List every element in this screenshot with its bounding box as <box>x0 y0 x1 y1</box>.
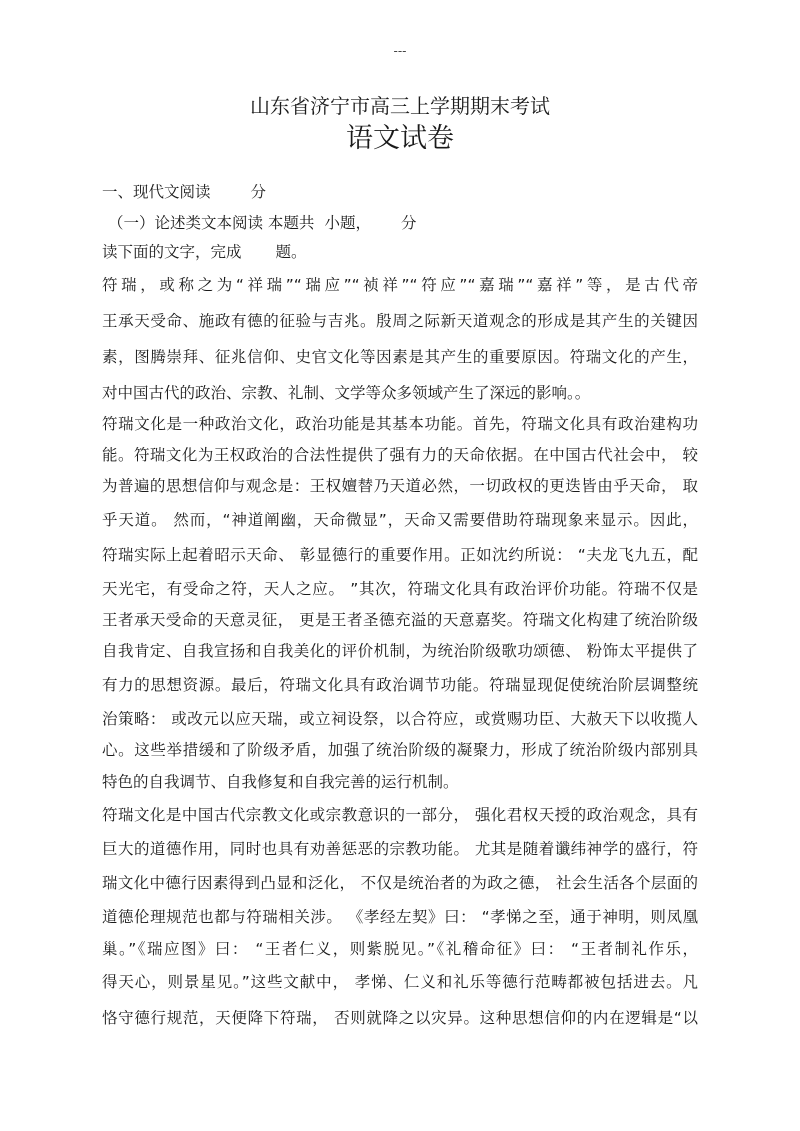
passage-line: 符瑞文化是中国古代宗教文化或宗教意识的一部分， 强化君权天授的政治观念，具有 <box>102 806 698 824</box>
exam-subject-title: 语文试卷 <box>346 123 454 154</box>
passage-line: 得天心，则景星见。”这些文献中， 孝悌、仁义和礼乐等德行范畴都被包括进去。凡 <box>102 973 698 991</box>
passage-line: 为普遍的思想信仰与观念是：王权嬗替乃天道必然，一切政权的更迭皆由乎天命， 取 <box>102 477 698 495</box>
reading-instruction <box>102 240 307 262</box>
passage-line: 恪守德行规范，天便降下符瑞， 否则就降之以灾异。这种思想信仰的内在逻辑是“以 <box>102 1009 698 1027</box>
passage-line: 瑞文化中德行因素得到凸显和泛化， 不仅是统治者的为政之德， 社会生活各个层面的 <box>102 874 698 892</box>
passage-line: 符瑞实际上起着昭示天命、 彰显德行的重要作用。正如沈约所说： “夫龙飞九五，配 <box>102 546 698 564</box>
exam-title: 山东省济宁市高三上学期期末考试 <box>250 94 550 118</box>
subsection-heading <box>108 211 416 233</box>
passage-line: 巢。”《瑞应图》曰： “王者仁义，则紫脱见。”《礼稽命征》曰： “王者制礼作乐， <box>102 940 698 958</box>
section-heading-label: 一、现代文阅读 <box>102 183 211 201</box>
passage-line: 王承天受命、施政有德的征验与吉兆。殷周之际新天道观念的形成是其产生的关键因 <box>102 312 698 330</box>
passage-line: 对中国古代的政治、宗教、礼制、文学等众多领域产生了深远的影响。。 <box>102 384 591 402</box>
subsection-question-count: 小题， <box>324 214 371 232</box>
passage-line: 素，图腾崇拜、征兆信仰、史官文化等因素是其产生的重要原因。符瑞文化的产生， <box>102 348 698 366</box>
passage-line: 心。这些举措缓和了阶级矛盾，加强了统治阶级的凝聚力，形成了统治阶级内部别具 <box>102 741 698 759</box>
passage-line: 治策略： 或改元以应天瑞，或立祠设祭，以合符应，或赏赐功臣、大赦天下以收揽人 <box>102 710 698 728</box>
passage-line: 特色的自我调节、自我修复和自我完善的运行机制。 <box>102 773 459 791</box>
instruction-text: 读下面的文字，完成 <box>102 243 242 261</box>
passage-line: 符瑞文化是一种政治文化，政治功能是其基本功能。首先，符瑞文化具有政治建构功 <box>102 415 698 433</box>
passage-line: 天光宅，有受命之符，天人之应。 ”其次，符瑞文化具有政治评价功能。符瑞不仅是 <box>102 580 698 598</box>
section-heading <box>102 180 266 202</box>
passage-line: 王者承天受命的天意灵征， 更是王者圣德充溢的天意嘉奖。符瑞文化构建了统治阶级 <box>102 611 698 629</box>
page-top-mark: --- <box>393 44 407 58</box>
instruction-questions: 题。 <box>275 243 307 261</box>
passage-line: 巨大的道德作用，同时也具有劝善惩恶的宗教功能。 尤其是随着谶纬神学的盛行，符 <box>102 840 698 858</box>
passage-line: 有力的思想资源。最后，符瑞文化具有政治调节功能。符瑞显现促使统治阶层调整统 <box>102 676 698 694</box>
passage-line: 自我肯定、自我宣扬和自我美化的评价机制，为统治阶级歌功颂德、 粉饰太平提供了 <box>102 642 698 660</box>
subsection-score: 分 <box>400 214 417 232</box>
passage-line: 乎天道。 然而，“神道阐幽，天命微显”，天命又需要借助符瑞现象来显示。因此， <box>102 511 698 529</box>
passage-line: 道德伦理规范也都与符瑞相关涉。 《孝经左契》曰： “孝悌之至，通于神明，则凤凰 <box>102 908 698 926</box>
subsection-label: （一）论述类文本阅读 本题共 <box>108 214 315 232</box>
section-heading-score: 分 <box>250 183 267 201</box>
passage-line: 符瑞，或称之为“祥瑞”“瑞应”“祯祥”“符应”“嘉瑞”“嘉祥”等，是古代帝 <box>102 276 698 294</box>
passage-line: 能。符瑞文化为王权政治的合法性提供了强有力的天命依据。在中国古代社会中， 较 <box>102 446 698 464</box>
